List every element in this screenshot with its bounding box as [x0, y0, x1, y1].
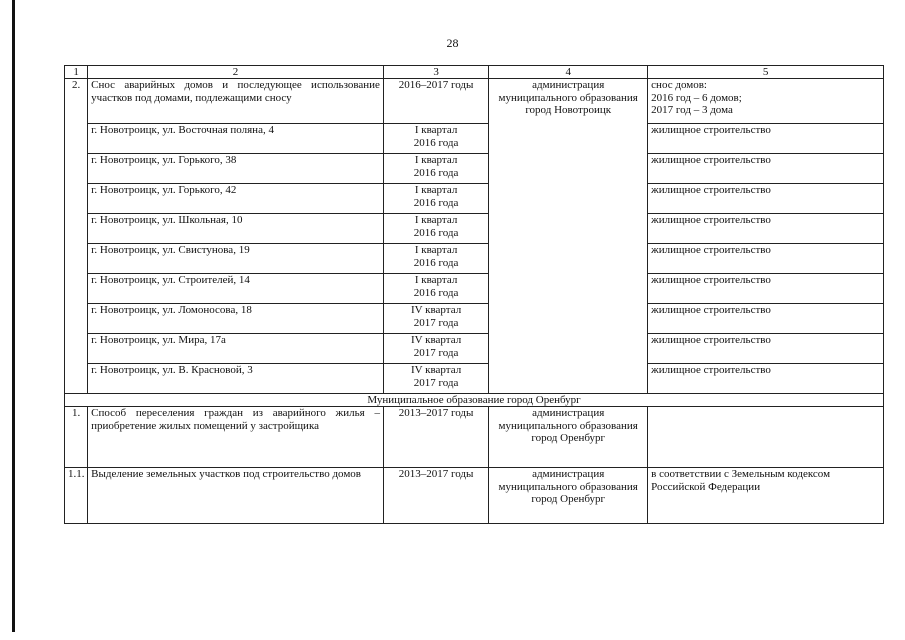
left-margin-bar	[12, 0, 15, 632]
street-result: жилищное строительство	[648, 334, 884, 364]
table-row-street	[65, 364, 884, 394]
street-address: г. Новотроицк, ул. Школьная, 10	[88, 214, 384, 244]
table-row-street	[65, 214, 884, 244]
row-responsible: администрация муниципального образования город Новотроицк	[489, 79, 648, 394]
row-description: Снос аварийных домов и последующее использование участков под домами, подлежащими сносу	[88, 79, 384, 124]
section-row	[65, 394, 884, 407]
row-result: снос домов: 2016 год – 6 домов; 2017 год – 3 дома	[648, 79, 884, 124]
street-address: г. Новотроицк, ул. Восточная поляна, 4	[88, 124, 384, 154]
street-result: жилищное строительство	[648, 124, 884, 154]
street-period: IV квартал 2017 года	[383, 334, 488, 364]
table-row-street	[65, 304, 884, 334]
street-period: I квартал 2016 года	[383, 154, 488, 184]
street-result: жилищное строительство	[648, 304, 884, 334]
table-row-relocation	[65, 407, 884, 468]
street-address: г. Новотроицк, ул. Свистунова, 19	[88, 244, 384, 274]
table-row-street	[65, 334, 884, 364]
row-responsible: администрация муниципального образования город Оренбург	[489, 468, 648, 524]
column-header-5: 5	[648, 66, 884, 79]
column-header-4: 4	[489, 66, 648, 79]
street-address: г. Новотроицк, ул. В. Красновой, 3	[88, 364, 384, 394]
table-row-street	[65, 154, 884, 184]
street-result: жилищное строительство	[648, 274, 884, 304]
table-row-street	[65, 274, 884, 304]
street-period: I квартал 2016 года	[383, 184, 488, 214]
row-number: 2.	[65, 79, 88, 394]
street-period: I квартал 2016 года	[383, 214, 488, 244]
program-table	[64, 65, 884, 524]
row-result	[648, 407, 884, 468]
street-address: г. Новотроицк, ул. Горького, 42	[88, 184, 384, 214]
street-result: жилищное строительство	[648, 184, 884, 214]
row-number: 1.	[65, 407, 88, 468]
row-number: 1.1.	[65, 468, 88, 524]
table-row-street	[65, 244, 884, 274]
street-result: жилищное строительство	[648, 214, 884, 244]
row-result: в соответствии с Земельным кодексом Российской Федерации	[648, 468, 884, 524]
row-period: 2013–2017 годы	[383, 407, 488, 468]
column-header-2: 2	[88, 66, 384, 79]
table-row-street	[65, 184, 884, 214]
row-period: 2016–2017 годы	[383, 79, 488, 124]
street-address: г. Новотроицк, ул. Горького, 38	[88, 154, 384, 184]
column-header-1: 1	[65, 66, 88, 79]
row-period: 2013–2017 годы	[383, 468, 488, 524]
street-address: г. Новотроицк, ул. Строителей, 14	[88, 274, 384, 304]
table-row-demolition	[65, 79, 884, 124]
street-period: IV квартал 2017 года	[383, 304, 488, 334]
row-description: Выделение земельных участков под строительство домов	[88, 468, 384, 524]
street-address: г. Новотроицк, ул. Мира, 17а	[88, 334, 384, 364]
row-description: Способ переселения граждан из аварийного жилья – приобретение жилых помещений у застройщика	[88, 407, 384, 468]
street-period: I квартал 2016 года	[383, 244, 488, 274]
street-result: жилищное строительство	[648, 244, 884, 274]
page-number: 28	[446, 36, 459, 50]
table-row-street	[65, 124, 884, 154]
column-number-header-row	[65, 66, 884, 79]
street-address: г. Новотроицк, ул. Ломоносова, 18	[88, 304, 384, 334]
section-title: Муниципальное образование город Оренбург	[65, 394, 884, 407]
column-header-3: 3	[383, 66, 488, 79]
row-responsible: администрация муниципального образования город Оренбург	[489, 407, 648, 468]
street-period: I квартал 2016 года	[383, 124, 488, 154]
street-result: жилищное строительство	[648, 154, 884, 184]
table-row-land	[65, 468, 884, 524]
street-period: IV квартал 2017 года	[383, 364, 488, 394]
street-period: I квартал 2016 года	[383, 274, 488, 304]
street-result: жилищное строительство	[648, 364, 884, 394]
